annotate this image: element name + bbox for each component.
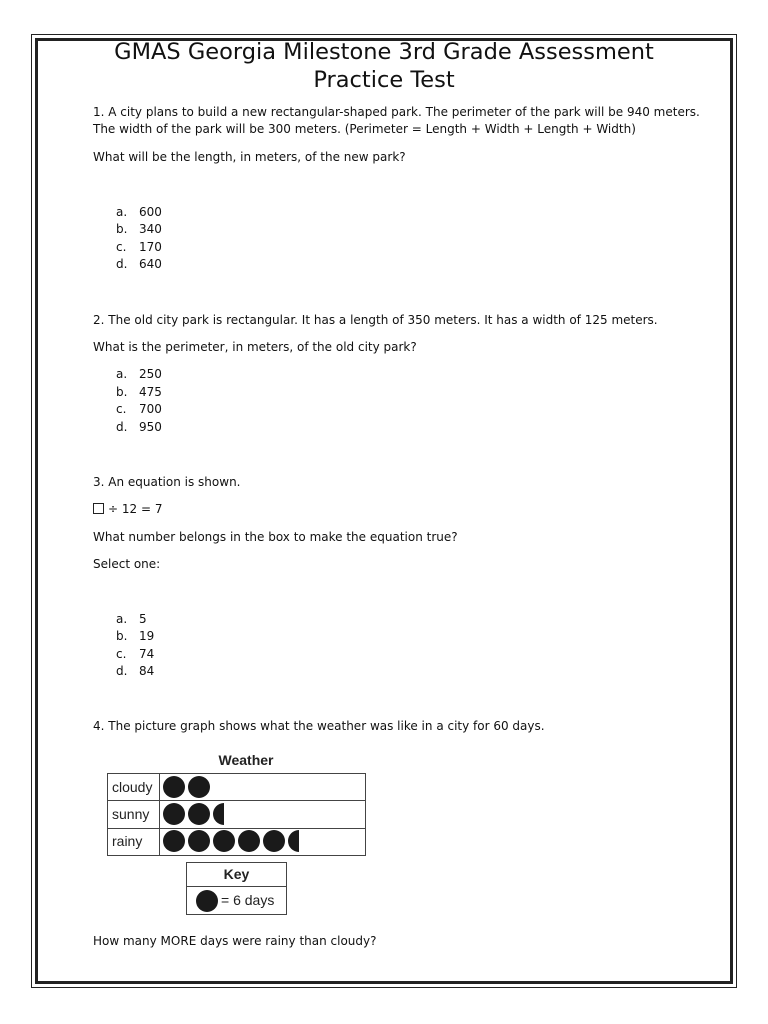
option-value: 5 xyxy=(139,612,147,626)
option-letter: a. xyxy=(116,612,128,626)
option-letter: c. xyxy=(116,402,127,416)
q1-text-line-1: 1. A city plans to build a new rectangular-shaped park. The perimeter of the park will be 940 meters. xyxy=(93,105,700,119)
pictograph-symbol-sunny xyxy=(163,803,185,825)
title-line-2: Practice Test xyxy=(313,67,455,93)
pictograph-symbol-rainy xyxy=(163,830,185,852)
option-value: 74 xyxy=(139,647,155,661)
equation-text: ÷ 12 = 7 xyxy=(108,502,163,516)
chart-title: Weather xyxy=(218,752,274,768)
option-value: 250 xyxy=(139,367,162,381)
pictograph-symbol-rainy xyxy=(213,830,235,852)
option-letter: c. xyxy=(116,240,127,254)
key-text: = 6 days xyxy=(221,892,275,908)
option-value: 84 xyxy=(139,664,155,678)
answer-box-icon xyxy=(93,503,104,514)
option-value: 170 xyxy=(139,240,162,254)
pictograph-symbol-rainy xyxy=(188,830,210,852)
option-letter: a. xyxy=(116,367,128,381)
pictograph-symbol-rainy xyxy=(263,830,285,852)
option-letter: b. xyxy=(116,629,128,643)
category-label-cloudy: cloudy xyxy=(112,779,153,795)
option-letter: d. xyxy=(116,257,128,271)
q3-select-one: Select one: xyxy=(93,557,161,571)
option-value: 19 xyxy=(139,629,155,643)
key-symbol-icon xyxy=(196,890,218,912)
option-value: 340 xyxy=(139,222,162,236)
key-title: Key xyxy=(223,866,250,882)
key-divider xyxy=(186,886,287,887)
pictograph-symbol-sunny xyxy=(188,803,210,825)
pictograph-symbol-cloudy xyxy=(163,776,185,798)
q1-text-line-2: The width of the park will be 300 meters. (Perimeter = Length + Width + Length + Width) xyxy=(93,122,636,136)
column-divider xyxy=(159,773,160,856)
option-letter: a. xyxy=(116,205,128,219)
row-divider xyxy=(107,800,366,801)
option-value: 700 xyxy=(139,402,162,416)
q1-prompt: What will be the length, in meters, of the new park? xyxy=(93,150,406,164)
option-letter: b. xyxy=(116,385,128,399)
q3-equation xyxy=(93,501,162,518)
option-value: 640 xyxy=(139,257,162,271)
option-letter: b. xyxy=(116,222,128,236)
option-letter: d. xyxy=(116,664,128,678)
title-line-1: GMAS Georgia Milestone 3rd Grade Assessment xyxy=(114,39,654,65)
q2-prompt: What is the perimeter, in meters, of the old city park? xyxy=(93,340,417,354)
option-letter: d. xyxy=(116,420,128,434)
row-divider xyxy=(107,828,366,829)
q3-prompt: What number belongs in the box to make the equation true? xyxy=(93,530,458,544)
option-value: 475 xyxy=(139,385,162,399)
page-title xyxy=(40,38,728,94)
q4-text-line-1: 4. The picture graph shows what the weather was like in a city for 60 days. xyxy=(93,719,545,733)
option-value: 600 xyxy=(139,205,162,219)
category-label-rainy: rainy xyxy=(112,833,143,849)
option-letter: c. xyxy=(116,647,127,661)
pictograph-symbol-cloudy xyxy=(188,776,210,798)
category-label-sunny: sunny xyxy=(112,806,150,822)
pictograph-symbol-rainy xyxy=(238,830,260,852)
q4-prompt: How many MORE days were rainy than cloudy? xyxy=(93,934,377,948)
q3-text-line-1: 3. An equation is shown. xyxy=(93,475,241,489)
option-value: 950 xyxy=(139,420,162,434)
q2-text-line-1: 2. The old city park is rectangular. It has a length of 350 meters. It has a width of 125 meters. xyxy=(93,313,658,327)
